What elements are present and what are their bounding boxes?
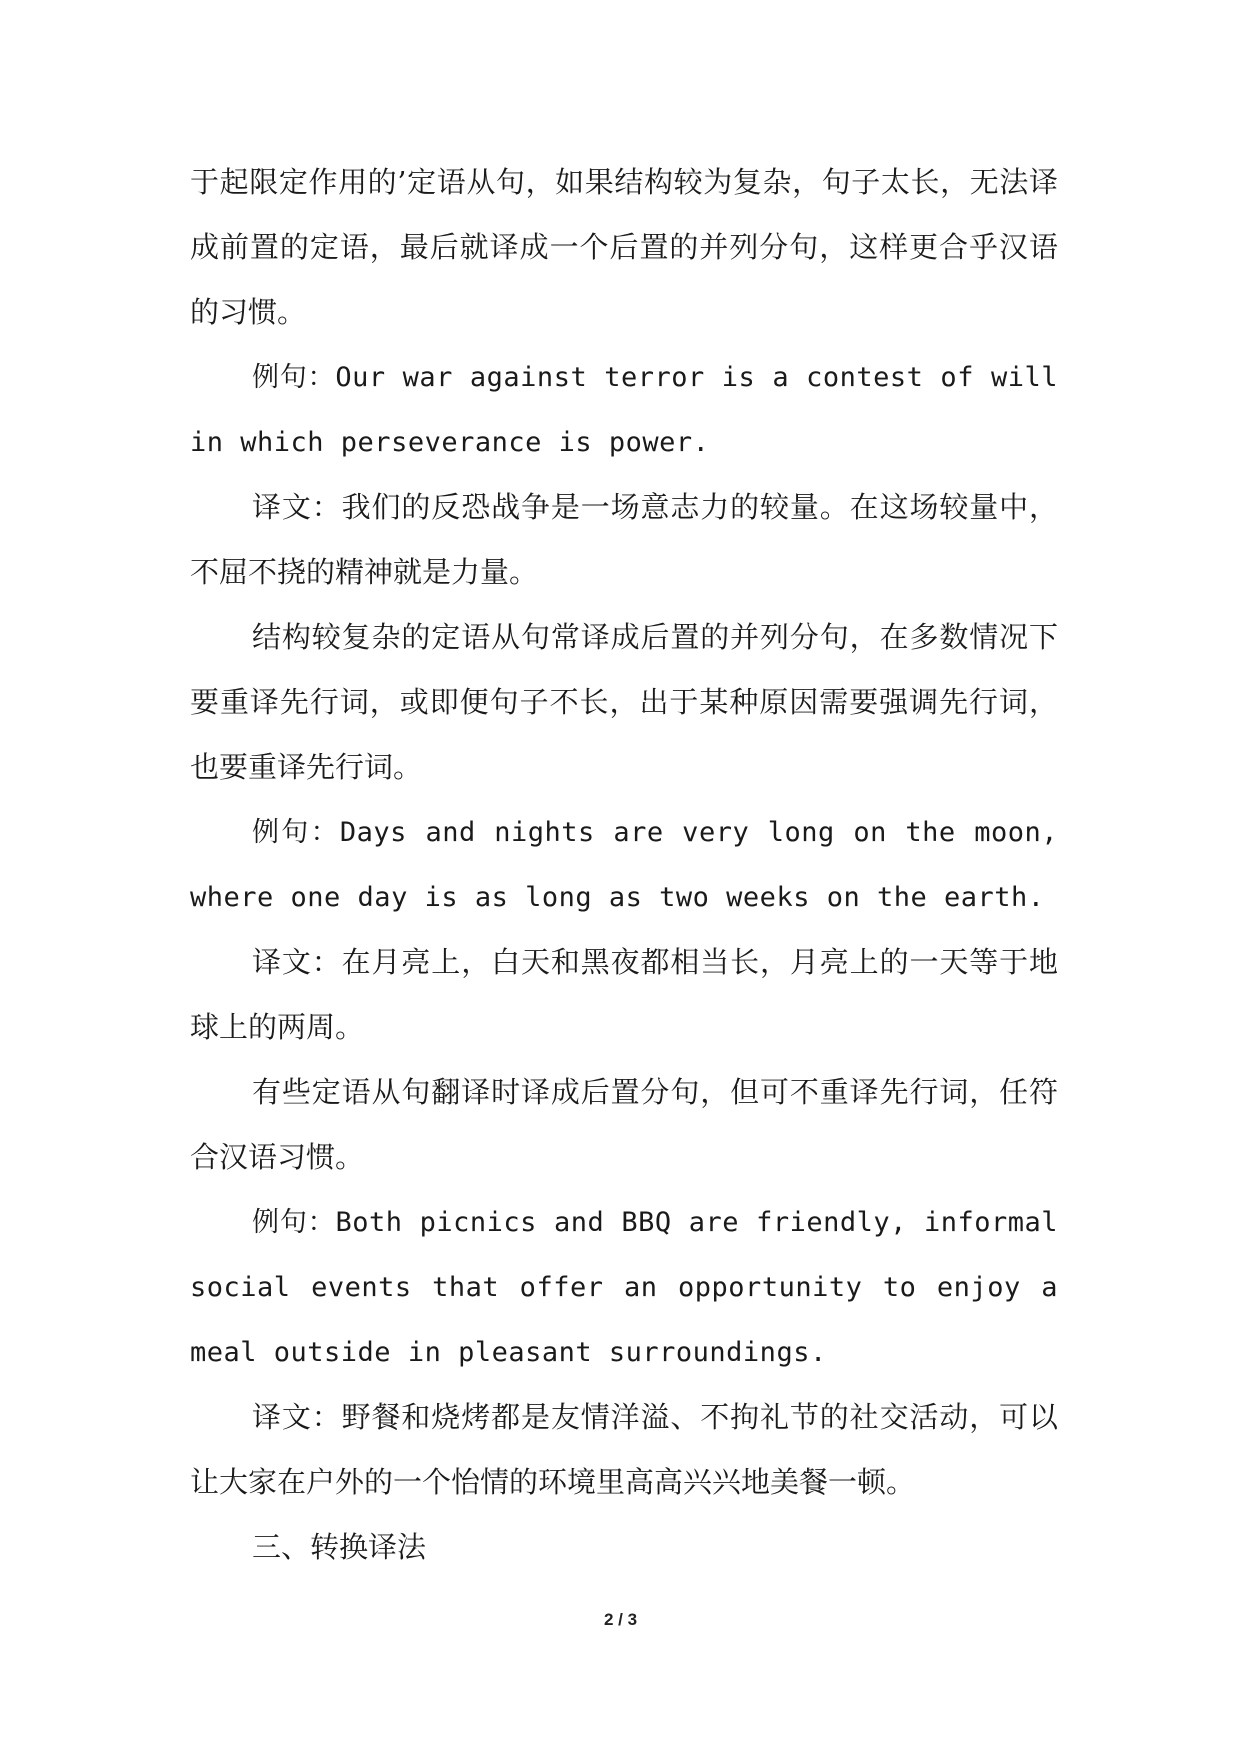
- translation-picnics: 译文：野餐和烧烤都是友情洋溢、不拘礼节的社交活动，可以让大家在户外的一个怡情的环境里高高兴兴地美餐一顿。: [190, 1400, 1058, 1499]
- example-sentence-terror: 例句：Our war against terror is a contest of will in which perseverance is power.: [190, 362, 1058, 458]
- example-sentence-picnics: 例句：Both picnics and BBQ are friendly, informal social events that offer an opportunity to enjoy a meal outside in pleasant surroundings.: [190, 1207, 1058, 1368]
- paragraph-complex-clause: 结构较复杂的定语从句常译成后置的并列分句，在多数情况下要重译先行词，或即便句子不长，出于某种原因需要强调先行词，也要重译先行词。: [190, 620, 1058, 784]
- document-body: [190, 150, 1058, 1580]
- translation-terror: 译文：我们的反恐战争是一场意志力的较量。在这场较量中，不屈不挠的精神就是力量。: [190, 490, 1058, 589]
- paragraph-no-repeat: 有些定语从句翻译时译成后置分句，但可不重译先行词，任符合汉语习惯。: [190, 1075, 1058, 1174]
- translation-moon: 译文：在月亮上，白天和黑夜都相当长，月亮上的一天等于地球上的两周。: [190, 945, 1058, 1044]
- example-sentence-moon: 例句：Days and nights are very long on the moon, where one day is as long as two weeks on the earth.: [190, 817, 1058, 913]
- section-heading-conversion: 三、转换译法: [252, 1530, 427, 1564]
- paragraph-restrictive-clause: 于起限定作用的’定语从句，如果结构较为复杂，句子太长，无法译成前置的定语，最后就译成一个后置的并列分句，这样更合乎汉语的习惯。: [190, 165, 1058, 329]
- page-number: 2 / 3: [603, 1610, 638, 1629]
